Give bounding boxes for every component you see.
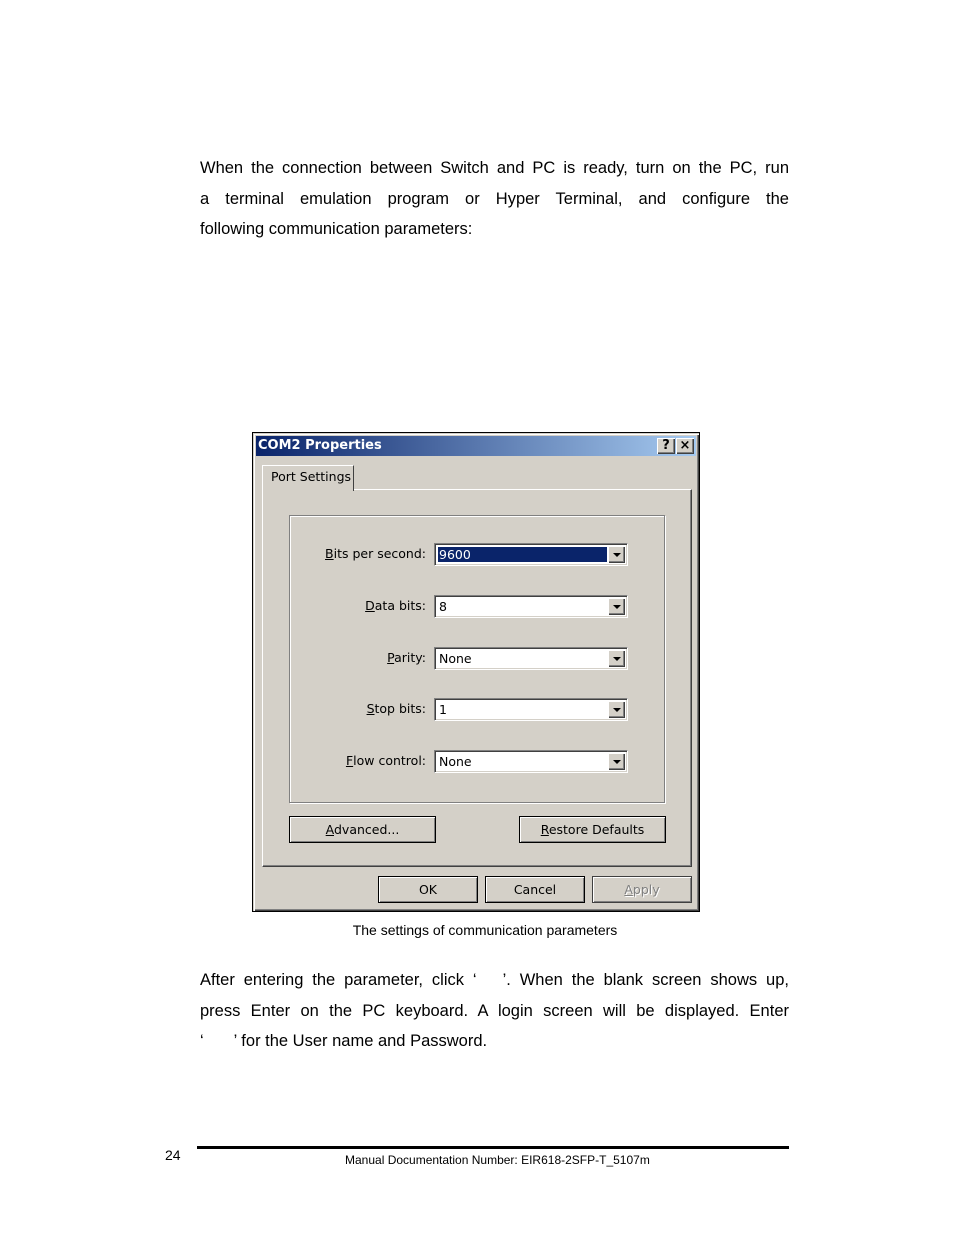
data-bits-select[interactable] [434, 595, 628, 618]
close-button[interactable]: × [676, 438, 694, 454]
data-bits-value: 8 [439, 599, 447, 614]
dialog-titlebar [256, 436, 696, 456]
chevron-down-icon[interactable] [608, 701, 625, 718]
intro-paragraph [200, 153, 789, 245]
stop-bits-select[interactable] [434, 698, 628, 721]
intro-line: When the connection between Switch and PC is ready, turn on the PC, run [200, 159, 789, 177]
stop-bits-value: 1 [439, 702, 447, 717]
help-button[interactable]: ? [657, 438, 675, 454]
after-paragraph [200, 965, 789, 1057]
tab-port-settings[interactable]: Port Settings [262, 465, 354, 491]
flow-control-label: Flow control: [345, 753, 426, 768]
stop-bits-label: Stop bits: [366, 701, 426, 716]
chevron-down-icon[interactable] [608, 546, 625, 563]
dialog-title: COM2 Properties [258, 438, 382, 453]
flow-control-value: None [439, 754, 472, 769]
parity-label: Parity: [387, 650, 426, 665]
cancel-button[interactable]: Cancel [485, 876, 585, 903]
flow-control-select[interactable] [434, 750, 628, 773]
after-line: After entering the parameter, click ‘ ’. When the blank screen shows up, [200, 971, 789, 989]
chevron-down-icon[interactable] [608, 650, 625, 667]
footer-rule [197, 1146, 789, 1149]
chevron-down-icon[interactable] [608, 598, 625, 615]
after-line: press Enter on the PC keyboard. A login screen will be displayed. Enter [200, 1001, 789, 1020]
intro-line: following communication parameters: [200, 220, 473, 238]
chevron-down-icon[interactable] [608, 753, 625, 770]
parity-value: None [439, 651, 472, 666]
page-number: 24 [165, 1147, 181, 1163]
bits-per-second-label: Bits per second: [325, 546, 426, 561]
doc-number: Manual Documentation Number: EIR618-2SFP-T_5107m [345, 1153, 650, 1167]
apply-button[interactable]: Apply [592, 876, 692, 903]
data-bits-label: Data bits: [365, 598, 426, 613]
bits-per-second-value: 9600 [438, 547, 607, 562]
ok-button[interactable]: OK [378, 876, 478, 903]
bits-per-second-select[interactable] [434, 543, 628, 566]
figure-caption: The settings of communication parameters [352, 922, 618, 938]
restore-defaults-button[interactable]: Restore Defaults [519, 816, 666, 843]
parity-select[interactable] [434, 647, 628, 670]
intro-line: a terminal emulation program or Hyper Terminal, and configure the [200, 189, 789, 208]
after-line: ‘ ’ for the User name and Password. [200, 1032, 488, 1050]
advanced-button[interactable]: Advanced... [289, 816, 436, 843]
